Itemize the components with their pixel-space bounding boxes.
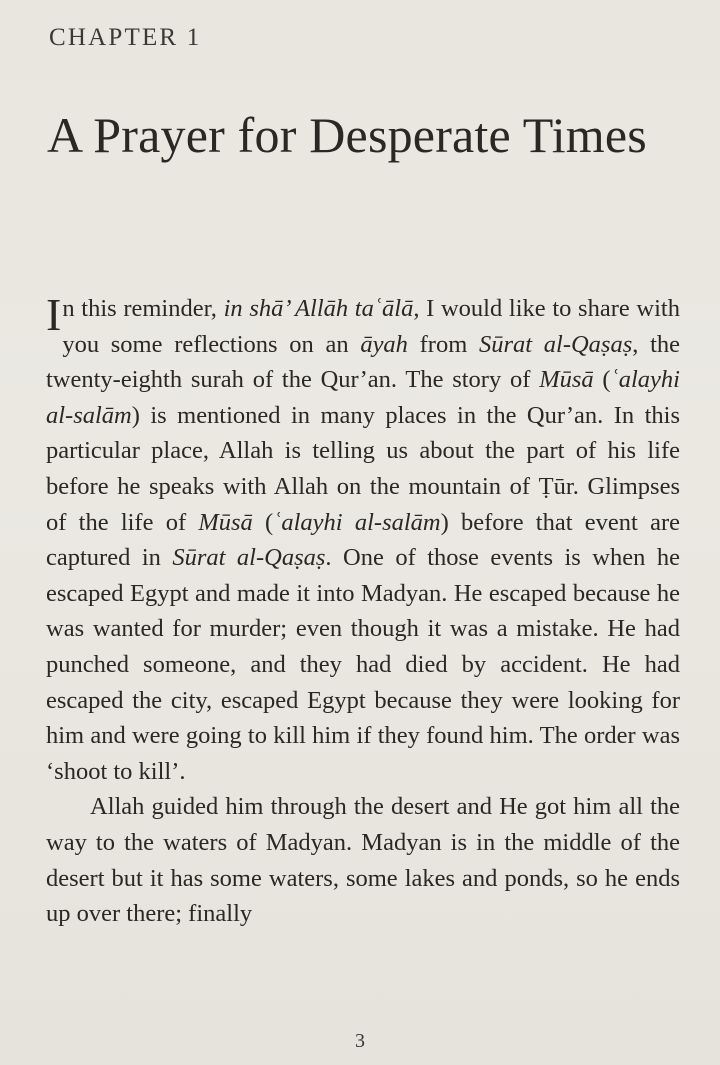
text-run: (: [593, 366, 611, 394]
paragraph-1: [46, 291, 680, 789]
page-number: 3: [355, 1030, 365, 1052]
text-run: , the twenty-eighth surah of the Qur’an. The story of: [46, 330, 681, 394]
chapter-body: [46, 291, 680, 932]
drop-cap: I: [46, 289, 62, 340]
italic-run: in shā’ Allāh taʿālā: [223, 295, 414, 322]
text-run: (: [252, 508, 274, 536]
chapter-title: A Prayer for Desperate Times: [47, 107, 647, 163]
text-run: n this reminder,: [62, 295, 224, 322]
text-run: . One of those events is when he escaped Egypt and made it into Madyan. He escaped because he was wanted for murder; even though it was a mistake. He had punched someone, and they had died by accident. He had escaped the city, escaped Egypt because they were looking for him and were going to kill him if they found him. The order was ‘shoot to kill’.: [46, 544, 680, 785]
italic-run: Sūrat al-Qaṣaṣ: [478, 330, 633, 358]
italic-run: Mūsā: [539, 366, 594, 394]
paragraph-2: Allah guided him through the desert and He got him all the way to the waters of Madyan. Madyan is in the middle of the desert but it has some waters, some lakes and ponds, so he ends up over there; finally: [46, 793, 680, 928]
text-run: from: [407, 330, 479, 358]
italic-run: Sūrat al-Qaṣaṣ: [172, 544, 326, 572]
text-run: , I would like to share with you some reflections on an: [62, 295, 680, 358]
italic-run: ʿalayhi al-salām: [46, 366, 680, 429]
text-run: ) before that event are captured in: [46, 508, 680, 572]
text-run: ) is mentioned in many places in the Qur’an. In this particular place, Allah is telling us about the part of his life before he speaks with Allah on the mountain of Ṭūr. Glimpses of the life of: [46, 401, 680, 536]
italic-run: ʿalayhi al-salām: [273, 508, 441, 536]
chapter-label: CHAPTER 1: [49, 24, 202, 51]
italic-run: Mūsā: [198, 508, 253, 536]
italic-run: āyah: [360, 330, 408, 358]
